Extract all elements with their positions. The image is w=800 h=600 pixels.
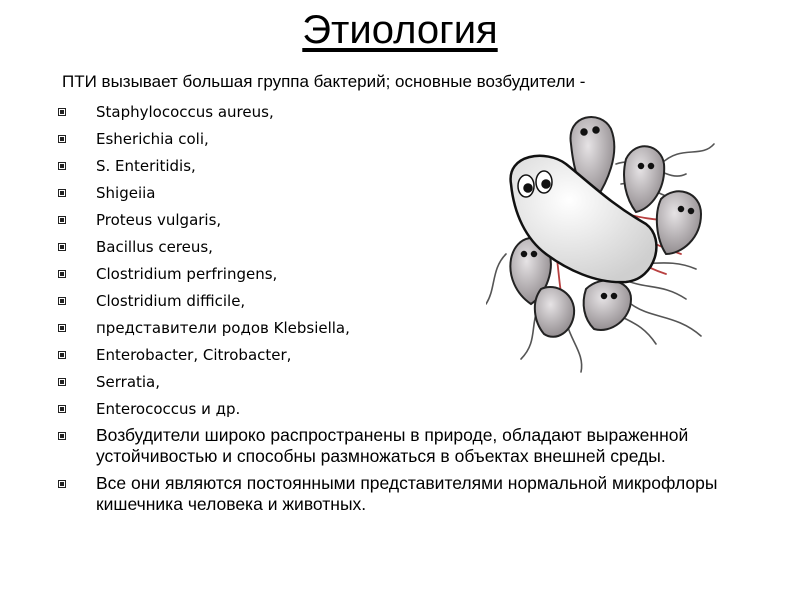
square-bullet-icon xyxy=(58,324,66,332)
list-item: представители родов Klebsiella, xyxy=(52,315,772,342)
square-bullet-icon xyxy=(58,405,66,413)
intro-text: ПТИ вызывает большая группа бактерий; основные возбудители - xyxy=(62,72,586,91)
square-bullet-icon xyxy=(58,189,66,197)
list-item: Enterococcus и др. xyxy=(52,396,772,423)
list-item: Serratia, xyxy=(52,369,772,396)
list-item: S. Enteritidis, xyxy=(52,153,772,180)
list-item: Shigeiia xyxy=(52,180,772,207)
square-bullet-icon xyxy=(58,297,66,305)
square-bullet-icon xyxy=(58,270,66,278)
square-bullet-icon xyxy=(58,480,66,488)
square-bullet-icon xyxy=(58,351,66,359)
square-bullet-icon xyxy=(58,378,66,386)
list-item: Staphylococcus aureus, xyxy=(52,99,772,126)
square-bullet-icon xyxy=(58,432,66,440)
square-bullet-icon xyxy=(58,108,66,116)
list-item: Enterobacter, Citrobacter, xyxy=(52,342,772,369)
list-item: Clostridium perfringens, xyxy=(52,261,772,288)
list-item: Proteus vulgaris, xyxy=(52,207,772,234)
square-bullet-icon xyxy=(58,216,66,224)
square-bullet-icon xyxy=(58,162,66,170)
list-item: Bacillus cereus, xyxy=(52,234,772,261)
paragraph-item: Возбудители широко распространены в природе, обладают выраженной устойчивостью и способны размножаться в объектах внешней среды. xyxy=(52,425,772,467)
bacteria-illustration xyxy=(486,104,716,374)
list-item: Esherichia coli, xyxy=(52,126,772,153)
square-bullet-icon xyxy=(58,243,66,251)
square-bullet-icon xyxy=(58,135,66,143)
list-item: Clostridium difficile, xyxy=(52,288,772,315)
paragraph-item: Все они являются постоянными представителями нормальной микрофлоры кишечника человека и животных. xyxy=(52,473,772,515)
slide-title: Этиология xyxy=(302,8,498,52)
